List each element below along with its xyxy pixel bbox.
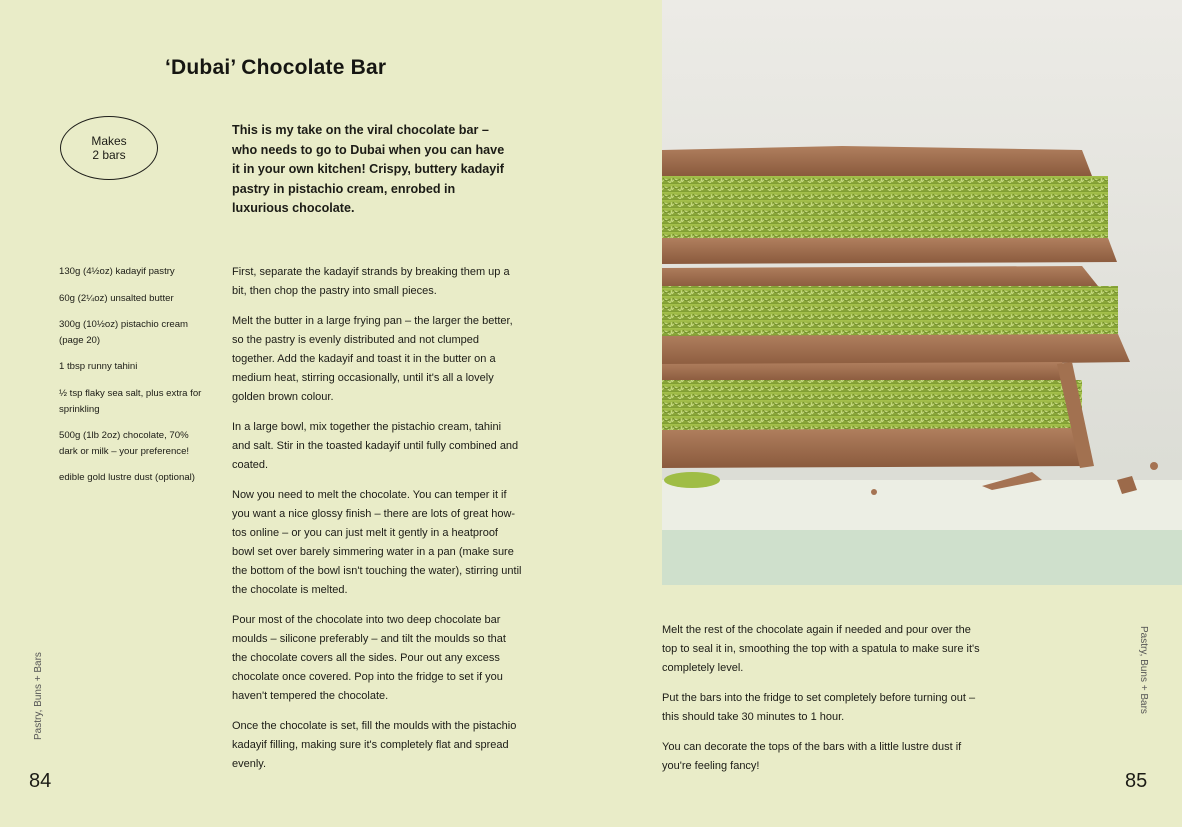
method-step: Once the chocolate is set, fill the moulds with the pistachio kadayif filling, making sure it's completely flat and spread evenly. [232,720,517,770]
yield-badge [60,116,158,180]
page-number-right: 85 [1125,770,1148,792]
page-number-left: 84 [29,770,52,792]
yield-line-1: Makes [91,134,127,148]
ingredient-item: ½ tsp flaky sea salt, plus extra for sprinkling [59,387,202,415]
ingredient-item: 1 tbsp runny tahini [59,361,138,373]
method-step: Now you need to melt the chocolate. You can temper it if you want a nice glossy finish – there are lots of great how-tos online – or you can just melt it gently in a heatproof bowl set over barely simmering water in a pan (make sure the bottom of the bowl isn't touching the water), stirring until the chocolate is melted. [232,489,522,596]
method-step: Pour most of the chocolate into two deep chocolate bar moulds – silicone preferably – and tilt the moulds so that the chocolate covers all the sides. Pour out any excess chocolate once covered. Pop into the fridge to set if you haven't tempered the chocolate. [232,614,506,702]
method-step: Melt the butter in a large frying pan – the larger the better, so the pastry is evenly distributed and not clumped together. Add the kadayif and toast it in the butter on a medium heat, stirring occasionally, until it's all a lovely golden brown colour. [232,315,513,403]
recipe-title: ‘Dubai’ Chocolate Bar [165,56,387,79]
ingredient-item: 60g (2¼oz) unsalted butter [59,292,174,304]
ingredient-item: 130g (4½oz) kadayif pastry [59,266,175,277]
method-steps-right [662,621,982,787]
photo-illustration [662,0,1182,585]
recipe-intro: This is my take on the viral chocolate bar – who needs to go to Dubai when you can have it in your own kitchen! Crispy, buttery kadayif pastry in pistachio cream, enrobed in luxurious chocolate. [232,123,505,216]
running-head-right: Pastry, Buns + Bars [1138,626,1149,714]
stacked-chocolate-bars-photo [662,0,1182,585]
method-step: Melt the rest of the chocolate again if needed and pour over the top to seal it in, smoothing the top with a spatula to make sure it's completely level. [662,624,980,674]
method-step: Put the bars into the fridge to set completely before turning out – this should take 30 minutes to 1 hour. [662,692,976,723]
ingredient-item: 500g (1lb 2oz) chocolate, 70% dark or milk – your preference! [59,430,190,457]
right-page [662,0,1182,827]
ingredient-list [59,264,209,497]
method-steps-left [232,263,522,785]
method-step: First, separate the kadayif strands by breaking them up a bit, then chop the pastry into small pieces. [232,266,510,297]
method-step: In a large bowl, mix together the pistachio cream, tahini and salt. Stir in the toasted kadayif until fully combined and coated. [232,421,519,471]
running-head-left: Pastry, Buns + Bars [33,652,44,740]
ingredient-item: 300g (10½oz) pistachio cream (page 20) [59,319,189,346]
ingredient-item: edible gold lustre dust (optional) [59,472,195,484]
method-step: You can decorate the tops of the bars with a little lustre dust if you're feeling fancy! [662,741,962,772]
yield-line-2: 2 bars [92,148,126,162]
